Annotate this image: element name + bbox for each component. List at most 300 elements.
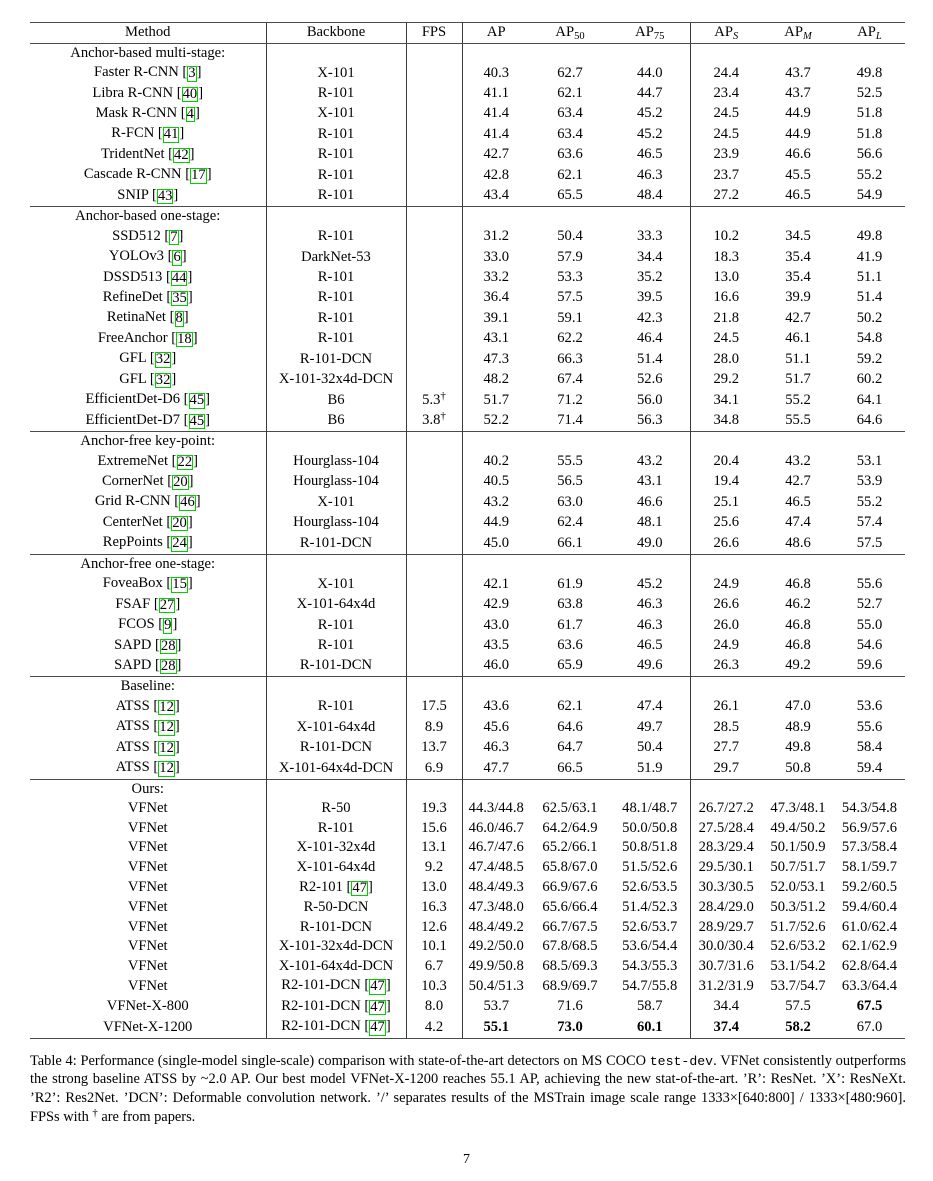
cell-apl: 59.2	[856, 350, 883, 367]
citation-link[interactable]: 20	[172, 514, 187, 531]
cell-aps: 28.4/29.0	[690, 898, 762, 918]
cell-aps: 28.0	[690, 349, 762, 369]
section-label: Anchor-free one-stage:	[30, 554, 266, 574]
table-row	[30, 186, 905, 207]
cell-method: VFNet-X-1200	[30, 1017, 266, 1038]
cell-method: SSD512 [7]	[112, 227, 184, 245]
cell-ap: 46.0/46.7	[468, 819, 524, 836]
cell-fps	[406, 145, 462, 165]
cell-apm: 43.2	[785, 452, 811, 469]
citation-link[interactable]: 7	[170, 228, 178, 245]
cell-apm: 48.6	[785, 534, 811, 551]
citation-link[interactable]: 28	[160, 657, 176, 674]
cell-fps	[406, 615, 462, 635]
empty-cell	[690, 779, 762, 799]
cell-ap50: 64.6	[557, 718, 583, 735]
citation-link[interactable]: 8	[175, 310, 183, 327]
cell-aps: 24.5	[690, 124, 762, 144]
cell-ap50: 67.4	[557, 371, 583, 388]
cell-backbone: B6	[266, 390, 406, 410]
cell-backbone: X-101-64x4d-DCN	[266, 957, 406, 977]
cell-fps	[406, 533, 462, 554]
section-header-row	[30, 43, 905, 63]
cell-aps: 24.9	[690, 636, 762, 656]
cell-backbone: R-101-DCN	[266, 349, 406, 369]
cell-aps: 27.5/28.4	[690, 819, 762, 839]
col-header-method: Method	[30, 23, 266, 44]
cell-ap: 48.4/49.2	[468, 918, 524, 935]
cell-method: VFNet	[127, 977, 168, 994]
cell-method: YOLOv3 [6]	[108, 248, 187, 266]
cell-apl: 55.6	[856, 575, 883, 592]
cell-ap75: 54.3/55.3	[622, 957, 678, 974]
citation-link[interactable]: 27	[159, 596, 175, 613]
citation-link[interactable]: 24	[172, 535, 187, 552]
table-row	[30, 227, 905, 247]
col-header-fps: FPS	[406, 23, 462, 44]
cell-fps	[406, 308, 462, 328]
cell-fps	[406, 349, 462, 369]
cell-ap: 49.9/50.8	[468, 957, 524, 974]
empty-cell	[762, 554, 834, 574]
cell-backbone: X-101	[266, 492, 406, 512]
cell-method: TridentNet [42]	[101, 145, 195, 163]
cell-fps: 16.3	[406, 898, 462, 918]
cell-apm: 46.1	[785, 330, 811, 347]
cell-fps: 8.0	[406, 997, 462, 1017]
cell-ap: 40.5	[483, 473, 510, 490]
cell-ap75: 51.4	[636, 350, 663, 367]
cell-apl: 57.5	[856, 534, 883, 551]
cell-ap: 31.2	[483, 228, 510, 245]
citation-link[interactable]: 45	[189, 412, 205, 429]
citation-link[interactable]: 47	[370, 978, 385, 995]
cell-aps: 28.9/29.7	[690, 918, 762, 938]
empty-cell	[462, 554, 530, 574]
table-row	[30, 370, 905, 390]
cell-ap75: 46.3	[636, 166, 663, 183]
cell-ap50: 68.5/69.3	[542, 957, 598, 974]
cell-ap50: 67.8/68.5	[542, 938, 598, 955]
caption-text-3: are from papers.	[97, 1108, 196, 1125]
cell-method: DSSD513 [44]	[103, 268, 193, 286]
citation-link[interactable]: 4	[186, 106, 194, 123]
cell-ap75: 43.1	[636, 473, 663, 490]
empty-cell	[462, 779, 530, 799]
cell-apl: 53.1	[856, 452, 883, 469]
cell-aps: 20.4	[690, 452, 762, 472]
cell-fps	[406, 124, 462, 144]
cell-ap: 42.1	[483, 575, 510, 592]
cell-ap: 45.0	[483, 534, 510, 551]
citation-link[interactable]: 47	[370, 998, 385, 1015]
cell-backbone: R-101	[266, 615, 406, 635]
header-row	[30, 23, 905, 44]
col-header-apm: $AP_M$	[762, 23, 834, 44]
citation-link[interactable]: 12	[159, 719, 174, 736]
cell-ap75: 49.7	[636, 718, 663, 735]
cell-aps: 23.9	[690, 145, 762, 165]
table-row	[30, 918, 905, 938]
cell-backbone: R-101	[266, 697, 406, 717]
citation-link[interactable]: 47	[352, 879, 367, 896]
cell-ap75: 52.6/53.7	[622, 918, 678, 935]
cell-method: ATSS [12]	[115, 697, 180, 715]
cell-apl: 51.4	[856, 289, 883, 306]
empty-cell	[462, 677, 530, 697]
cell-apl: 64.1	[856, 391, 883, 408]
cell-ap75: 45.2	[636, 105, 663, 122]
cell-ap: 33.0	[483, 248, 510, 265]
empty-cell	[690, 677, 762, 697]
cell-apm: 49.8	[785, 739, 811, 756]
citation-link[interactable]: 28	[160, 637, 176, 654]
cell-apl: 67.0	[834, 1017, 905, 1038]
cell-fps: 15.6	[406, 819, 462, 839]
table-row	[30, 84, 905, 104]
cell-apl: 54.6	[856, 636, 883, 653]
cell-apm: 46.2	[785, 596, 811, 613]
cell-backbone: R-50-DCN	[266, 898, 406, 918]
empty-cell	[406, 207, 462, 227]
citation-link[interactable]: 9	[164, 617, 172, 634]
cell-ap: 41.1	[483, 85, 510, 102]
cell-apm: 46.5	[785, 493, 811, 510]
cell-aps: 26.1	[690, 697, 762, 717]
cell-apm: 47.3/48.1	[770, 800, 826, 817]
cell-apm: 49.2	[785, 657, 811, 674]
cell-fps: 5.3†	[406, 390, 462, 410]
cell-apm: 43.7	[785, 64, 811, 81]
cell-ap50: 59.1	[557, 309, 583, 326]
cell-ap75: 44.0	[636, 64, 663, 81]
cell-ap75: 51.9	[636, 759, 663, 776]
cell-apl: 64.6	[856, 411, 883, 428]
empty-cell	[610, 677, 690, 697]
cell-aps: 29.2	[690, 370, 762, 390]
table-row	[30, 957, 905, 977]
table-row	[30, 1017, 905, 1038]
cell-ap75: 39.5	[636, 289, 663, 306]
cell-backbone: X-101-64x4d	[266, 717, 406, 737]
cell-fps	[406, 84, 462, 104]
col-header-ap: AP	[462, 23, 530, 44]
citation-link[interactable]: 12	[159, 760, 174, 777]
citation-link[interactable]: 47	[370, 1019, 385, 1036]
page-number: 7	[463, 1152, 470, 1167]
cell-ap: 43.5	[483, 636, 510, 653]
empty-cell	[406, 677, 462, 697]
cell-apl: 58.1/59.7	[841, 859, 898, 876]
citation-link[interactable]: 15	[172, 576, 187, 593]
table-row	[30, 390, 905, 410]
cell-ap: 39.1	[483, 309, 510, 326]
cell-ap75: 49.0	[636, 534, 663, 551]
section-header-row	[30, 207, 905, 227]
cell-ap50: 55.5	[557, 452, 583, 469]
cell-ap75: 50.4	[636, 739, 663, 756]
dagger-symbol: †	[440, 389, 446, 402]
cell-ap75: 42.3	[636, 309, 663, 326]
table-row	[30, 717, 905, 737]
table-row	[30, 145, 905, 165]
cell-ap75: 58.7	[636, 998, 663, 1015]
cell-ap: 42.9	[483, 596, 510, 613]
cell-backbone: R-101-DCN	[266, 533, 406, 554]
cell-ap50: 62.1	[557, 166, 583, 183]
cell-method: FCOS [9]	[118, 616, 178, 634]
citation-link[interactable]: 44	[171, 269, 187, 286]
cell-ap: 55.1	[462, 1017, 530, 1038]
empty-cell	[690, 554, 762, 574]
section-label: Ours:	[30, 779, 266, 799]
cell-aps: 23.4	[690, 84, 762, 104]
section-header-row	[30, 779, 905, 799]
cell-apm: 51.1	[785, 350, 811, 367]
cell-backbone: X-101-64x4d	[266, 595, 406, 615]
citation-link[interactable]: 45	[189, 392, 205, 409]
cell-apm: 51.7	[785, 371, 811, 388]
cell-ap50: 63.6	[557, 636, 583, 653]
table-row	[30, 799, 905, 819]
cell-apl: 58.4	[856, 739, 883, 756]
citation-link[interactable]: 43	[157, 187, 173, 204]
citation-link[interactable]: 46	[180, 494, 195, 511]
section-label: Anchor-free key-point:	[30, 431, 266, 451]
cell-ap50: 53.3	[557, 268, 583, 285]
cell-backbone: R2-101-DCN [47]	[266, 976, 406, 996]
empty-cell	[834, 677, 905, 697]
cell-fps	[406, 636, 462, 656]
citation-link[interactable]: 40	[182, 85, 198, 102]
cell-aps: 24.5	[690, 329, 762, 349]
cell-aps: 25.1	[690, 492, 762, 512]
cell-backbone: X-101-32x4d-DCN	[266, 937, 406, 957]
cell-method: ATSS [12]	[115, 718, 180, 736]
cell-aps: 21.8	[690, 308, 762, 328]
citation-link[interactable]: 32	[155, 351, 171, 368]
cell-fps	[406, 247, 462, 267]
empty-cell	[762, 43, 834, 63]
citation-link[interactable]: 17	[191, 167, 206, 184]
cell-apm: 48.9	[785, 718, 811, 735]
cell-ap75: 48.1/48.7	[622, 800, 678, 817]
cell-apm: 35.4	[785, 248, 811, 265]
citation-link[interactable]: 35	[172, 290, 187, 306]
table-row	[30, 329, 905, 349]
cell-fps	[406, 268, 462, 288]
cell-aps: 26.6	[690, 533, 762, 554]
cell-aps: 16.6	[690, 288, 762, 308]
cell-ap75: 46.3	[636, 596, 663, 613]
cell-apm: 42.7	[785, 309, 811, 326]
cell-backbone: R-101	[266, 288, 406, 308]
cell-apl: 59.2/60.5	[841, 879, 898, 896]
cell-ap: 52.2	[483, 411, 510, 428]
cell-ap75: 52.6/53.5	[622, 879, 678, 896]
cell-backbone: R-50	[266, 799, 406, 819]
table-row	[30, 878, 905, 898]
empty-cell	[690, 207, 762, 227]
cell-ap75: 60.1	[610, 1017, 690, 1038]
cell-ap75: 46.6	[636, 493, 663, 510]
cell-ap75: 43.2	[636, 452, 663, 469]
cell-ap: 33.2	[483, 268, 510, 285]
empty-cell	[406, 43, 462, 63]
section-label: Anchor-based one-stage:	[30, 207, 266, 227]
table-row	[30, 898, 905, 918]
cell-ap75: 45.2	[636, 125, 663, 142]
cell-aps: 13.0	[690, 268, 762, 288]
dagger-symbol: †	[440, 410, 446, 423]
cell-ap75: 45.2	[636, 575, 663, 592]
table-caption	[30, 1052, 906, 1127]
cell-apm: 50.3/51.2	[770, 899, 826, 916]
cell-backbone: R-101-DCN	[266, 656, 406, 677]
cell-ap50: 65.8/67.0	[542, 859, 598, 876]
table-row	[30, 838, 905, 858]
cell-apl: 67.5	[856, 998, 883, 1015]
citation-link[interactable]: 22	[177, 453, 193, 470]
cell-method: VFNet-X-800	[106, 998, 189, 1015]
table-row	[30, 533, 905, 554]
cell-backbone: R2-101 [47]	[266, 878, 406, 898]
cell-apl: 59.4	[856, 759, 883, 776]
cell-aps: 34.8	[690, 411, 762, 432]
empty-cell	[530, 779, 610, 799]
cell-backbone: X-101	[266, 574, 406, 594]
cell-ap75: 51.4/52.3	[622, 899, 678, 916]
cell-aps: 24.9	[690, 574, 762, 594]
cell-ap: 48.4/49.3	[468, 879, 524, 896]
cell-backbone: R-101	[266, 165, 406, 185]
cell-apl: 49.8	[856, 64, 883, 81]
empty-cell	[762, 779, 834, 799]
cell-ap50: 62.2	[557, 330, 583, 347]
col-header-backbone: Backbone	[266, 23, 406, 44]
cell-apm: 35.4	[785, 268, 811, 285]
cell-ap: 48.2	[483, 371, 510, 388]
cell-apm: 44.9	[785, 105, 811, 122]
empty-cell	[530, 43, 610, 63]
cell-apm: 43.7	[785, 85, 811, 102]
table-row	[30, 63, 905, 83]
empty-cell	[762, 677, 834, 697]
cell-fps	[406, 452, 462, 472]
cell-fps	[406, 472, 462, 492]
empty-cell	[266, 431, 406, 451]
caption-text-1: Performance (single-model single-scale) comparison with state-of-the-art detectors on MS COCO	[76, 1052, 650, 1069]
cell-method: FoveaBox [15]	[102, 575, 193, 593]
cell-fps	[406, 492, 462, 512]
cell-ap: 36.4	[483, 289, 510, 306]
citation-link[interactable]: 41	[163, 126, 179, 143]
cell-ap: 44.9	[483, 514, 510, 531]
empty-cell	[610, 207, 690, 227]
cell-apm: 34.5	[785, 228, 811, 245]
cell-backbone: R-101	[266, 186, 406, 207]
cell-ap50: 66.9/67.6	[542, 879, 598, 896]
cell-apl: 55.2	[856, 166, 883, 183]
cell-apm: 45.5	[785, 166, 811, 183]
cell-ap50: 63.4	[557, 125, 583, 142]
cell-apm: 53.7/54.7	[770, 977, 826, 994]
col-header-ap50: $AP_{50}$	[530, 23, 610, 44]
cell-aps: 34.4	[690, 997, 762, 1017]
cell-ap: 47.4/48.5	[468, 859, 524, 876]
cell-apm: 52.6/53.2	[770, 938, 826, 955]
empty-cell	[762, 207, 834, 227]
cell-method: Mask R-CNN [4]	[95, 105, 200, 123]
cell-ap50: 65.6/66.4	[542, 899, 598, 916]
cell-ap50: 66.1	[557, 534, 583, 551]
cell-apl: 52.5	[856, 85, 883, 102]
cell-method: Libra R-CNN [40]	[92, 84, 204, 102]
citation-link[interactable]: 6	[173, 249, 181, 266]
cell-apl: 51.8	[856, 105, 883, 122]
cell-method: ATSS [12]	[115, 738, 180, 756]
cell-apm: 42.7	[785, 473, 811, 490]
cell-backbone: R-101-DCN	[266, 918, 406, 938]
caption-text-2: . VFNet consistently outperforms the strong baseline ATSS by ~2.0 AP. Our best model VFNet-X-1200 reaches 55.1 AP, achieving the new stat-of-the-art. ’R’: ResNet. ’X’: ResNeXt. ’R2’: Res2Net. ’DCN’: Deformable convolution network. ’/’ separates results of the MSTrain image scale range 1333×[640:800] / 1333×[480:960]. FPSs with	[30, 1052, 907, 1125]
empty-cell	[762, 431, 834, 451]
cell-fps: 10.1	[406, 937, 462, 957]
cell-backbone: R-101-DCN	[266, 738, 406, 758]
cell-method: FreeAnchor [18]	[97, 329, 198, 347]
empty-cell	[834, 43, 905, 63]
citation-link[interactable]: 18	[177, 330, 192, 347]
cell-backbone: R2-101-DCN [47]	[266, 1017, 406, 1038]
cell-fps: 4.2	[406, 1017, 462, 1038]
section-header-row	[30, 677, 905, 697]
cell-backbone: R2-101-DCN [47]	[266, 997, 406, 1017]
cell-ap: 46.3	[483, 739, 510, 756]
cell-method: RepPoints [24]	[102, 534, 193, 552]
cell-ap: 46.0	[483, 657, 510, 674]
cell-apl: 51.1	[856, 268, 883, 285]
citation-link[interactable]: 12	[159, 739, 174, 756]
cell-method: EfficientDet-D6 [45]	[85, 391, 211, 409]
cell-apm: 53.1/54.2	[770, 957, 826, 974]
citation-link[interactable]: 42	[174, 146, 189, 163]
cell-aps: 25.6	[690, 513, 762, 533]
cell-method: FSAF [27]	[115, 595, 181, 613]
cell-method: VFNet	[127, 918, 168, 935]
cell-apl: 55.2	[856, 493, 883, 510]
cell-fps	[406, 595, 462, 615]
cell-method: VFNet	[127, 938, 168, 955]
cell-backbone: Hourglass-104	[266, 472, 406, 492]
cell-fps: 13.0	[406, 878, 462, 898]
empty-cell	[530, 207, 610, 227]
cell-apm: 46.6	[785, 146, 811, 163]
cell-ap50: 68.9/69.7	[542, 977, 598, 994]
cell-backbone: X-101	[266, 104, 406, 124]
cell-ap75: 50.0/50.8	[622, 819, 678, 836]
cell-backbone: X-101-32x4d	[266, 838, 406, 858]
cell-ap50: 62.5/63.1	[542, 800, 598, 817]
citation-link[interactable]: 12	[159, 698, 174, 715]
empty-cell	[690, 43, 762, 63]
table-row	[30, 697, 905, 717]
citation-link[interactable]: 3	[188, 65, 196, 82]
cell-fps: 12.6	[406, 918, 462, 938]
citation-link[interactable]: 32	[155, 371, 171, 388]
cell-method: VFNet	[127, 819, 168, 836]
cell-method: SNIP [43]	[117, 186, 179, 204]
cell-ap75: 50.8/51.8	[622, 839, 678, 856]
citation-link[interactable]: 20	[173, 473, 188, 490]
